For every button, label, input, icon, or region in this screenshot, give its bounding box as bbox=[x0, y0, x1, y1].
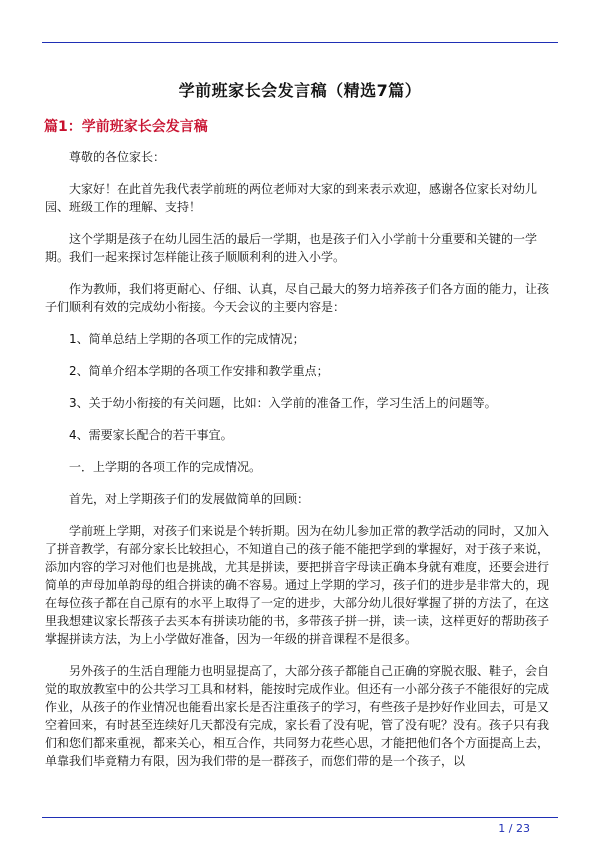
footer-rule bbox=[42, 817, 558, 818]
paragraph: 另外孩子的生活自理能力也明显提高了，大部分孩子都能自己正确的穿脱衣服、鞋子，会自觉的取放教室中的公共学习工具和材料，能按时完成作业。但还有一小部分孩子不能很好的完成作业，从孩子的作业情况也能看出家长是否注重孩子的学习，有些孩子是抄好作业回去，可是又空着回来，有时甚至连续好几天都没有完成，家长看了没有呢，管了没有呢？没有。孩子只有我们和您们都来重视，都来关心，相互合作，共同努力花些心思，才能把他们各个方面提高上去，单靠我们毕竟精力有限，因为我们带的是一群孩子，而您们带的是一个孩子，以 bbox=[45, 664, 550, 768]
agenda-item: 1、简单总结上学期的各项工作的完成情况； bbox=[69, 332, 305, 346]
paragraph-salutation: 尊敬的各位家长： bbox=[69, 150, 166, 164]
agenda-item: 4、需要家长配合的若干事宜。 bbox=[69, 428, 233, 442]
header-rule bbox=[42, 42, 558, 43]
subsection-heading: 一．上学期的各项工作的完成情况。 bbox=[69, 460, 262, 474]
document-body bbox=[45, 148, 557, 784]
paragraph: 这个学期是孩子在幼儿园生活的最后一学期，也是孩子们入小学前十分重要和关键的一学期。我们一起来探讨怎样能让孩子顺顺利利的进入小学。 bbox=[45, 232, 538, 264]
agenda-item: 3、关于幼小衔接的有关问题，比如：入学前的准备工作，学习生活上的问题等。 bbox=[69, 396, 497, 410]
agenda-item: 2、简单介绍本学期的各项工作安排和教学重点； bbox=[69, 364, 329, 378]
paragraph: 作为教师，我们将更耐心、仔细、认真，尽自己最大的努力培养孩子们各方面的能力，让孩子们顺利有效的完成幼小衔接。今天会议的主要内容是： bbox=[45, 282, 550, 314]
paragraph: 首先，对上学期孩子们的发展做简单的回顾： bbox=[69, 492, 310, 506]
section-heading: 篇1：学前班家长会发言稿 bbox=[44, 119, 208, 135]
paragraph: 学前班上学期，对孩子们来说是个转折期。因为在幼儿参加正常的教学活动的同时，又加入了拼音教学，有部分家长比较担心，不知道自己的孩子能不能把学到的掌握好，对于孩子来说，添加内容的学习对他们也是挑战，尤其是拼读，要把拼音字母读正确本身就有难度，还要会进行简单的声母加单韵母的组合拼读的确不容易。通过上学期的学习，孩子们的进步是非常大的，现在每位孩子都在自己原有的水平上取得了一定的进步，大部分幼儿很好掌握了拼的方法了，在这里我想建议家长帮孩子去买本有拼读功能的书，多带孩子拼一拼，读一读，这样更好的帮助孩子掌握拼读方法，为上小学做好准备，因为一年级的拼音课程不是很多。 bbox=[45, 524, 550, 646]
page-number: 1 / 23 bbox=[498, 822, 530, 835]
paragraph: 大家好！在此首先我代表学前班的两位老师对大家的到来表示欢迎，感谢各位家长对幼儿园、班级工作的理解、支持！ bbox=[45, 182, 538, 214]
document-title: 学前班家长会发言稿（精选7篇） bbox=[178, 81, 422, 100]
